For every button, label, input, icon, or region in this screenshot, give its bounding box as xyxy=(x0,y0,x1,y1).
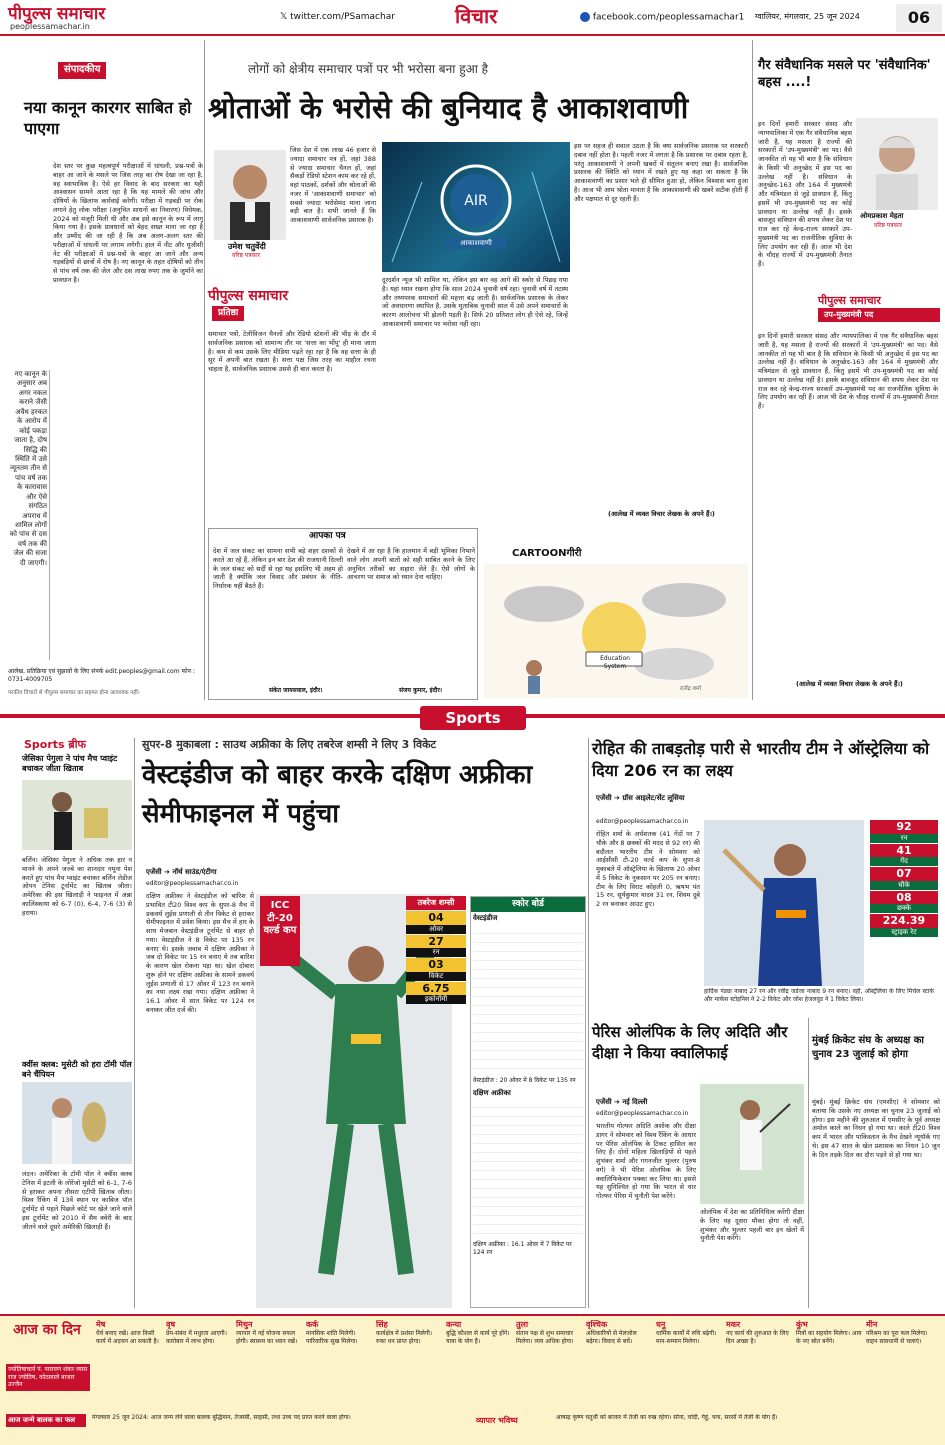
editorial-label: संपादकीय xyxy=(58,62,106,79)
scoreboard xyxy=(470,896,586,1308)
rohit-stat-5: 224.39 स्ट्राइक रेट xyxy=(870,914,938,937)
sports-main-body: दक्षिण अफ्रीका ने वेस्टइंडीज को बारिश से प्रभावित टी20 विश्व कप के सुपर-8 मैच में डकवर्थ लुईस प्रणाली से तीन विकेट से हराकर सेमीफाइनल में प्रवेश किया। इस मैच में हार के साथ मेजबान वेस्टइंडीज टूर्नामेंट से बाहर हो गया। वेस्टइंडीज ने 8 विकेट पर 135 रन बनाए थे। इसके जवाब में दक्षिण अफ्रीका ने जब दो विकेट पर 15 रन बनाए थे तब बारिश के कारण खेल रोकना पड़ा था। खेल दोबारा शुरू होने पर दक्षिण अफ्रीका के सामने डकवर्थ लुईस प्रणाली से 17 ओवर में 123 रन बनाने का नया लक्ष्य रखा गया। दक्षिण अफ्रीका ने 16.1 ओवर में सात विकेट पर 124 रन बनाकर जीत दर्ज की। xyxy=(146,892,254,1014)
born-today-label: आज जन्मे बालक का फल xyxy=(6,1414,86,1427)
rohit-stat-2: 41 गेंद xyxy=(870,844,938,867)
lead-body-1: जिस देश में एक लाख 46 हजार से ज्यादा समाचार पत्र हों, जहां 388 से ज्यादा समाचार चैनल हों, जहां सैकड़ों रेडियो स्टेशन काम कर रहे हों, वहां पाठकों, दर्शकों और श्रोताओं की नजर में 'आकाशवाणी समाचार' को सबसे ज्यादा भरोसेमंद माना जाना बड़ी बात है। सभी जानते हैं कि आकाशवाणी सार्वजनिक प्रसारक है। xyxy=(290,146,376,225)
rashi-aries: मेष धैर्य बनाए रखें। आज किसी कार्य में अड़चन आ सकती है। xyxy=(96,1320,159,1346)
rohit-email: editor@peoplessamachar.co.in xyxy=(596,818,689,825)
shamsi-name-tab: तबरेज शम्सी xyxy=(406,896,466,910)
lead-title: श्रोताओं के भरोसे की बुनियाद है आकाशवाणी xyxy=(208,91,689,125)
rashi-capricorn: मकर नए कार्य की शुरुआत के लिए दिन अच्छा है। xyxy=(726,1320,789,1346)
rohit-stat-1: 92 रन xyxy=(870,820,938,843)
facebook-handle: facebook.com/peoplessamachar1 xyxy=(580,12,744,24)
sports-main-kicker: सुपर-8 मुकाबला : साउथ अफ्रीका के लिए तबरेज शम्सी ने लिए 3 विकेट xyxy=(142,738,437,751)
editorial-column xyxy=(8,40,204,700)
right-opinion-body: इन दिनों हमारी सरकार संसद और न्यायपालिका में एक गैर संवैधानिक बहस जारी है, यह मसला है राज्यों की सरकारों में 'उप-मुख्यमंत्री' का पद। वैसे जानकीत तो यह भी बात है कि संविधान के किसी भी अनुच्छेद में इस पद का उल्लेख नहीं है। संविधान के अनुच्छेद-163 और 164 में मुख्यमंत्री और मंत्रिमंडल से जुड़े प्रावधान हैं, किंतु इसमें भी उप-मुख्यमंत्री पद का कोई प्रावधान या उल्लेख नहीं है। इसके बावजूद संविधान की शपथ लेकर देश पर राज कर रहे केन्द्र-राज्य सरकारें उप-मुख्यमंत्री पद का राजनीतिक सुविधा के लिए उपयोग कर रही हैं। आज भी देश के चौदह राज्यों में उप-मुख्यमंत्री तैनात हैं। xyxy=(758,120,852,269)
section-title: विचार xyxy=(455,4,498,28)
scoreboard-team-2: दक्षिण अफ्रीका xyxy=(473,1088,511,1097)
rashi-sagittarius: धनु धार्मिक कार्यों में रुचि बढ़ेगी। मान-सम्मान मिलेगा। xyxy=(656,1320,717,1346)
scoreboard-team-1-rows xyxy=(473,925,583,1075)
paris-caption: ओलंपिक में देश का प्रतिनिधित्व करेंगी दीक्षा के लिए यह दूसरा मौका होगा तो वहीं, शुभंकर और भुल्लर पहली बार इन खेलों में चुनौती पेश करेंगे। xyxy=(700,1208,804,1243)
shamsi-stats xyxy=(406,896,466,1004)
right-author-name: ओमप्रकाश मेहता xyxy=(860,212,904,220)
lead-body-3: दूरदर्शन न्यूज भी शामिल था, लेकिन इस बार वह आगे की स्कोर से पिछड़ गया है। यहां ध्यान रखना होगा कि साल 2024 चुनावी वर्ष रहा। चुनावी वर्ष में तटस्थ और तथ्यपरक समाचारों की महत्ता बढ़ जाती है। सार्वजनिक प्रसारक के लेकर जो अवधारणा स्थापित है, उसके मुताबिक चुनावी साल में उसे अपने समाचारों के कारण आलोचना भी झेलनी पड़ती है। सिर्फ 20 प्रतिशत लोग ही ऐसे रहे, जिन्हें आकाशवाणी समाचार पर भरोसा नहीं रहा। xyxy=(382,276,568,328)
rohit-stat-4: 08 छक्के xyxy=(870,891,938,914)
rashi-scorpio: वृश्चिक अधिकारियों से मेलजोल बढ़ेगा। विवाद से बचें। xyxy=(586,1320,637,1346)
right-brand-tag: उप-मुख्यमंत्री पद xyxy=(818,308,940,322)
lead-brand xyxy=(208,288,358,321)
rohit-title: रोहित की ताबड़तोड़ पारी से भारतीय टीम ने ऑस्ट्रेलिया को दिया 206 रन का लक्ष्य xyxy=(592,739,930,781)
paris-story xyxy=(592,1018,806,1310)
right-author-role: वरिष्ठ पत्रकार xyxy=(874,222,903,229)
sports-main xyxy=(138,734,586,1310)
right-author-photo xyxy=(856,118,938,210)
rashi-virgo: कन्या बुद्धि कौशल से कार्य पूरे होंगे। यात्रा के योग हैं। xyxy=(446,1320,510,1346)
rashifal-strip xyxy=(0,1314,945,1445)
rohit-body: रोहित शर्मा के अर्धशतक (41 गेंदों पर 7 चौके और 8 छक्कों की मदद से 92 रन) की बदौलत भारतीय टीम ने सोमवार को आईसीसी टी-20 वर्ल्ड कप के सुपर-8 मुकाबले में ऑस्ट्रेलिया के खिलाफ 20 ओवर में 5 विकेट के नुकसान पर 205 रन बनाए। टीम के लिए विराट कोहली 0, ऋषभ पंत 15 रन, सूर्यकुमार यादव 31 रन, शिवम दुबे 2 रन बनाकर आउट हुए। xyxy=(596,830,700,909)
mumbai-story xyxy=(812,1018,942,1310)
rashifal-heading: आज का दिन xyxy=(13,1322,81,1338)
born-today-text: मंगलवार 25 जून 2024: आज जन्म लेने वाला बालक बुद्धिमान, तेजस्वी, साहसी, तथा उच्च पद प्राप्त करने वाला होगा। xyxy=(92,1414,351,1421)
rashi-leo: सिंह कार्यक्षेत्र में प्रशंसा मिलेगी। रुका धन प्राप्त होगा। xyxy=(376,1320,433,1346)
sports-main-dateline: एजेंसी ➔ नॉर्थ साउंड/एंटीगा xyxy=(146,868,217,876)
rashifal-astrologer: ज्योतिषाचार्य पं. नारायण शंकर व्यास राज ज्योतिष, कोठावाले बाजार उज्जैन xyxy=(6,1364,90,1391)
lead-footer: (आलेख में व्यक्त विचार लेखक के अपने हैं।) xyxy=(608,510,715,518)
editorial-footer: आलेख, प्रतिक्रिया एवं सुझावों के लिए संपर्क edit.peoples@gmail.com फोन : 0731-4009705 xyxy=(8,668,195,683)
rashi-pisces: मीन परिश्रम का पूरा फल मिलेगा। वाहन सावधानी से चलाएं। xyxy=(866,1320,928,1346)
scoreboard-title: स्कोर बोर्ड xyxy=(471,897,585,912)
trade-forecast-text: आषाढ़ कृष्ण चतुर्थी को बाजार में तेजी का रुख रहेगा। सोना, चांदी, गेहूं, चना, सरसों में तेजी के योग हैं। xyxy=(556,1414,778,1421)
masthead xyxy=(0,0,945,36)
editorial-body: देश स्तर पर कुछ महत्वपूर्ण परीक्षाओं में धांधली, प्रश्न-पत्रों के बाहर आ जाने के मसले पर जिस तरह का रोष देखा जा रहा है, वह स्वाभाविक है। ऐसे हर विवाद के बाद सरकार का यही आश्वासन सामने आता रहा है कि यह मामले की जांच और दोषियों के खिलाफ कार्रवाई करेगी। परीक्षा में गड़बड़ी पर रोक लगाने हेतु लोक परीक्षा (अनुचित साधनों का निवारण) विधेयक, 2024 को मंजूरी मिली थी और अब इसे कानून के रूप में लागू किया गया है। इसके प्रावधानों को बेहद सख्त माना जा रहा है और उम्मीद की जा रही है कि अब अलग-अलग स्तर की परीक्षाओं में धांधली पर लगाम लगेगी। हाल में नीट और यूजीसी नेट की परीक्षाओं में प्रश्न-पत्रों के बाहर आ जाने और अन्य गड़बड़ियों से छात्रों में रोष है। नए कानून के तहत दोषियों को तीन से पांच वर्ष तक की जेल और दस लाख रुपए तक के जुर्माने का प्रावधान है। xyxy=(53,162,203,284)
sports-brief xyxy=(6,738,132,1308)
editorial-title: नया कानून कारगर साबित हो पाएगा xyxy=(24,98,192,138)
column-divider xyxy=(134,738,135,1308)
scoreboard-team-1-total: वेस्टइंडीज : 20 ओवर में 8 विकेट पर 135 रन xyxy=(473,1077,576,1084)
rashi-aquarius: कुंभ मित्रों का सहयोग मिलेगा। आय के नए स्रोत बनेंगे। xyxy=(796,1320,862,1346)
mumbai-title: मुंबई क्रिकेट संघ के अध्यक्ष का चुनाव 23 जुलाई को होगा xyxy=(812,1035,924,1060)
rashi-cancer: कर्क मानसिक शांति मिलेगी। पारिवारिक सुख मिलेगा। xyxy=(306,1320,358,1346)
paris-body: भारतीय गोल्फर अदिति अशोक और दीक्षा डागर ने सोमवार को विश्व रैंकिंग के आधार पर पेरिस ओलंपिक के टिकट हासिल कर लिए हैं। दोनों महिला खिलाड़ियों से पहले शुभंकर शर्मा और गगनजीत भुल्लर (पुरुष वर्ग) ने भी पेरिस ओलंपिक के लिए क्वालिफिकेशन पक्का कर लिया था। इससे यह सुनिश्चित हो गया कि भारत से चार गोल्फर पेरिस में चुनौती पेश करेंगे। xyxy=(596,1122,696,1201)
right-opinion-footer: (आलेख में व्यक्त विचार लेखक के अपने हैं।) xyxy=(796,680,903,688)
author-name: उमेश चतुर्वेदी xyxy=(228,242,266,251)
website-text: peoplessamachar.in xyxy=(10,22,90,31)
paris-email: editor@peoplessamachar.co.in xyxy=(596,1110,689,1117)
svg-text:AIR: AIR xyxy=(464,193,488,209)
lead-article xyxy=(208,40,748,520)
shamsi-stat-3: 03 विकेट xyxy=(406,958,466,981)
brief-1-photo xyxy=(22,780,132,850)
author-photo xyxy=(214,150,286,240)
letters-box xyxy=(208,528,478,700)
column-divider xyxy=(204,40,205,700)
right-opinion-body-cont: इन दिनों हमारी सरकार संसद और न्यायपालिका में एक गैर संवैधानिक बहस जारी है, यह मसला है राज्यों की सरकारों में 'उप-मुख्यमंत्री' का पद। वैसे जानकीत तो यह भी बात है कि संविधान के किसी भी अनुच्छेद में इस पद का उल्लेख नहीं है। संविधान के अनुच्छेद-163 और 164 में मुख्यमंत्री और मंत्रिमंडल से जुड़े प्रावधान हैं, किंतु इसमें भी उप-मुख्यमंत्री पद का कोई प्रावधान या उल्लेख नहीं है। इसके बावजूद संविधान की शपथ लेकर देश पर राज कर रहे केन्द्र-राज्य सरकारें उप-मुख्यमंत्री पद का राजनीतिक सुविधा के लिए उपयोग कर रही हैं। आज भी देश के चौदह राज्यों में उप-मुख्यमंत्री तैनात हैं। xyxy=(758,332,938,411)
brand-tag: प्रतिष्ठा xyxy=(212,306,244,321)
right-opinion xyxy=(756,40,940,700)
twitter-handle: 𝕏 twitter.com/PSamachar xyxy=(280,12,395,22)
rashi-gemini: मिथुन व्यापार में नई योजना सफल होगी। स्वास्थ्य का ध्यान रखें। xyxy=(236,1320,298,1346)
newspaper-logo: पीपुल्स समाचार xyxy=(8,4,106,24)
cartoon-label: CARTOONगीरी xyxy=(512,548,582,559)
brief-2-body: लंदन। अमेरिका के टॉमी पॉल ने क्वींस क्लब टेनिस में इटली के लोरेंजो मुसेटी को 6-1, 7-6 से हराकर अपना तीसरा एटीपी खिताब जीता। विश्व रैंकिंग में 13वें स्थान पर काबिज पॉल टूर्नामेंट से पहले पिछले कोर्ट पर खेले जाने वाले इस टूर्नामेंट को 2010 में सैम क्वेरी के बाद जीतने वाले दूसरे अमेरिकी खिलाड़ी हैं। xyxy=(22,1170,132,1231)
dateline: ग्वालियर, मंगलवार, 25 जून 2024 xyxy=(755,12,860,21)
brief-1-body: बर्लिन। जेसिका पेगुला ने अधिक तक हार न मानने के अपने जज्बे का शानदार नमूना पेश करते हुए पांच मैच प्वाइंट बचाकर बर्लिन लेडीज ओपन टेनिस टूर्नामेंट का खिताब जीता। अमेरिका की इस खिलाड़ी ने फाइनल में अन्ना कालिंस्काया को 6-7 (0), 6-4, 7-6 (3) से हराया। xyxy=(22,856,132,917)
rashi-taurus: वृष प्रेम-संबंध में मधुरता आएगी। कारोबार में लाभ होगा। xyxy=(166,1320,228,1346)
trade-forecast-label: व्यापार भविष्य xyxy=(476,1416,518,1425)
brand-logo: पीपुल्स समाचार xyxy=(208,288,289,304)
letter-2: देखने में आ रहा है कि हालमान में बड़ी भूमिका निभाने वाले लोग अपनी बातों को सही साबित करने के लिए अनुचित तरीकों का सहारा लेते हैं। ऐसे लोगों के आचरण पर समाज को ध्यान देना चाहिए। xyxy=(347,547,475,582)
cartoon-sign-text: Education System xyxy=(600,655,630,670)
cartoon-box xyxy=(484,548,748,698)
editorial-pullquote: नए कानून के अनुसार अब अगर नकल कराने जैसी अवैध हरकत के आरोप में कोई पकड़ा जाता है, दोष सिद्धि की स्थिति में उसे न्यूनतम तीन से पांच वर्ष तक के कारावास और ऐसे संगठित अपराध में शामिल लोगों को पांच से दस वर्ष तक की जेल की सजा दी जाएगी। xyxy=(8,370,50,660)
paris-photo xyxy=(700,1084,804,1204)
scoreboard-team-2-rows xyxy=(473,1099,583,1239)
paris-dateline: एजेंसी ➔ नई दिल्ली xyxy=(596,1098,648,1106)
page-number: 06 xyxy=(896,4,942,32)
lead-kicker: लोगों को क्षेत्रीय समाचार पत्रों पर भी भरोसा बना हुआ है xyxy=(248,62,489,76)
right-brand-logo: पीपुल्स समाचार xyxy=(818,294,881,307)
right-opinion-title: गैर संवैधानिक मसले पर 'संवैधानिक' बहस ....! xyxy=(758,58,931,90)
lead-body-2: समाचार पत्रों, टेलीविजन चैनलों और रेडियो स्टेशनों की भीड़ के दौर में सार्वजनिक प्रसारक को सामान्य तौर पर 'सत्ता का भोंपू' ही माना जाता है। कम से कम उसके लिए मीडिया पढ़ते रहा रहा है कि वह सत्ता के ही सुर में अपनी बात रखता है। सत्ता पक्ष जिस तरह का माहौल रचना चाहता है, सार्वजनिक प्रसारक उससे ही बात करता है। xyxy=(208,330,376,374)
rohit-stats xyxy=(870,820,938,938)
rohit-story xyxy=(592,734,942,1014)
cartoon-credit: राजेंद्र शर्मा xyxy=(680,686,701,692)
rohit-dateline: एजेंसी ➔ ग्रॉस आइलेट/सेंट लूसिया xyxy=(596,794,685,802)
sports-main-email: editor@peoplessamachar.co.in xyxy=(146,880,239,887)
column-divider xyxy=(752,40,753,700)
paris-title: पेरिस ओलंपिक के लिए अदिति और दीक्षा ने किया क्वालिफाई xyxy=(592,1023,788,1062)
facebook-icon xyxy=(580,12,590,22)
letter-1: देश में जल संकट का सामना सभी बड़े शहर दशकों से करते आ रहे हैं, लेकिन इन बार देश की राजधानी दिल्ली के जल संकट को सर्दी से रहा यह इसलिए भी अहम हो जाती है क्योंकि जल विवाद और प्रबंधन के नीति-निर्धारक यहीं बैठते हैं। xyxy=(213,547,343,591)
sports-brief-logo: Sports ब्रीफ xyxy=(24,738,87,751)
brief-2-photo xyxy=(22,1082,132,1164)
akashvani-caption: आकाशवाणी xyxy=(446,238,506,249)
icc-tag: ICC टी-20 वर्ल्ड कप xyxy=(260,896,300,966)
cartoon-drawing xyxy=(484,564,748,698)
scoreboard-team-1: वेस्टइंडीज xyxy=(473,914,498,923)
letters-title: आपका पत्र xyxy=(309,531,346,541)
column-divider xyxy=(588,738,589,1308)
letter-1-sign: संकेत जायसवाल, इंदौर। xyxy=(269,687,323,694)
rohit-photo xyxy=(704,820,864,986)
shamsi-stat-1: 04 ओवर xyxy=(406,911,466,934)
mumbai-body: मुंबई। मुंबई क्रिकेट संघ (एमसीए) ने सोमवार को बताया कि उसके नए अध्यक्ष का चुनाव 23 जुलाई को होगा। इस महीने की शुरुआत में एमसीए के पूर्व अध्यक्ष अमोल काले का निधन हो गया था। काले टी20 विश्व कप में भारत और पाकिस्तान के मैच देखने न्यूयॉर्क गए थे। इस 47 साल के खेल प्रशासक का निधन 10 जून के दिन तड़के दिल का दौरा पड़ने से हो गया था। xyxy=(812,1098,940,1159)
lead-body-4: इस पर सहज ही सवाल उठता है कि क्या सार्वजनिक प्रसारक पर सरकारी दबाव नहीं होता है। पहली नजर में लगता है कि प्रसारक पर दबाव रहता है, परंतु आकाशवाणी ने अपनी खबरों में संतुलन बनाए रखा है। सार्वजनिक प्रसारक की स्थिति को ध्यान में रखते हुए यह कहा जा सकता है कि आकाशवाणी का प्रसार भले ही सीमित हुआ हो, लेकिन विश्वास बना हुआ है। आज भी आम श्रोता मानता है कि आकाशवाणी की खबरें सटीक होती हैं और पक्षपात से दूर रहती हैं। xyxy=(574,142,748,203)
rohit-caption: हार्दिक पंड्या नाबाद 27 रन और रवींद्र जडेजा नाबाद 9 रन बनाए। वहीं, ऑस्ट्रेलिया के लिए मिचेल स्टार्क और मार्कस स्टोइनिस ने 2-2 विकेट और जोश हेजलवुड ने 1 विकेट लिया। xyxy=(704,988,934,1004)
shamsi-stat-2: 27 रन xyxy=(406,935,466,958)
akashvani-image xyxy=(382,142,570,272)
scoreboard-team-2-total: दक्षिण अफ्रीका : 16.1 ओवर में 7 विकेट पर 124 रन xyxy=(473,1241,572,1256)
sports-band-label: Sports xyxy=(420,706,526,730)
shamsi-stat-4: 6.75 इकोनॉमी xyxy=(406,982,466,1005)
column-divider xyxy=(808,1018,809,1308)
author-role: वरिष्ठ पत्रकार xyxy=(232,252,261,259)
rohit-stat-3: 07 चौके xyxy=(870,867,938,890)
brief-1-title: जेसिका पेगुला ने पांच मैच प्वाइंट बचाकर जीता खिताब xyxy=(22,754,118,773)
rashi-libra: तुला संतान पक्ष से शुभ समाचार मिलेगा। व्यय अधिक होगा। xyxy=(516,1320,574,1346)
twitter-icon: 𝕏 xyxy=(280,12,291,22)
editorial-disclaimer: परकीय विचारों से पीपुल्स समाचार का सहमत होना आवश्यक नहीं। xyxy=(8,690,140,696)
sports-main-title: वेस्टइंडीज को बाहर करके दक्षिण अफ्रीका सेमीफाइनल में पहुंचा xyxy=(142,760,533,829)
letter-2-sign: संजय कुमार, इंदौर। xyxy=(399,687,443,694)
brief-2-title: क्वींस क्लब: मुसेटी को हरा टॉमी पॉल बने चैंपियन xyxy=(22,1060,132,1079)
